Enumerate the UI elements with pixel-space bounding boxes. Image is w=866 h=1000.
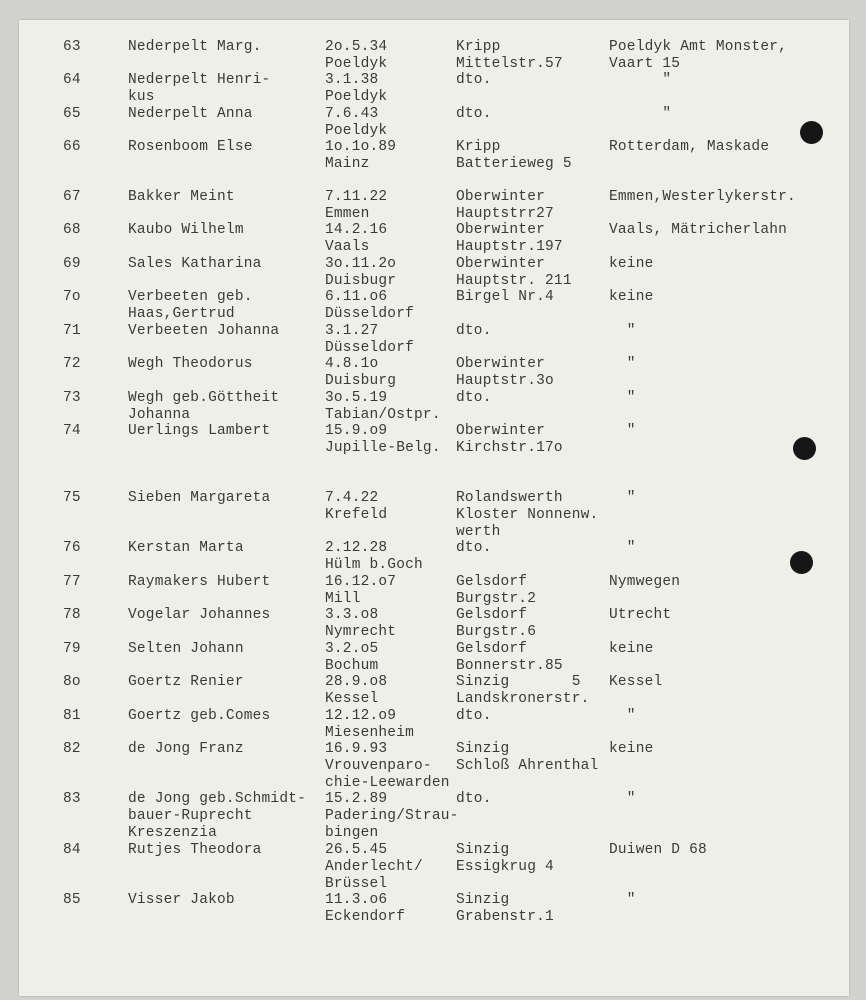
birth-date-place: 7.6.43 Poeldyk [325, 106, 388, 139]
address: Gelsdorf Burgstr.2 [456, 574, 537, 607]
row-number: 79 [63, 641, 81, 657]
address: Sinzig 5 Landskronerstr. [456, 674, 590, 707]
birth-date-place: 2o.5.34 Poeldyk [325, 39, 388, 72]
address: dto. [456, 106, 492, 122]
address: Oberwinter Hauptstrr27 [456, 189, 554, 222]
person-name: Kaubo Wilhelm [128, 222, 244, 238]
address: Gelsdorf Burgstr.6 [456, 607, 537, 640]
row-number: 67 [63, 189, 81, 205]
destination: " [609, 540, 636, 556]
birth-date-place: 1o.1o.89 Mainz [325, 139, 397, 172]
row-number: 8o [63, 674, 81, 690]
person-name: Vogelar Johannes [128, 607, 271, 623]
person-name: Bakker Meint [128, 189, 235, 205]
person-name: Verbeeten geb. Haas,Gertrud [128, 289, 253, 322]
row-number: 66 [63, 139, 81, 155]
destination: Rotterdam, Maskade [609, 139, 770, 155]
address: Oberwinter Hauptstr.3o [456, 356, 554, 389]
address: Kripp Mittelstr.57 [456, 39, 563, 72]
address: dto. [456, 791, 492, 807]
address: Sinzig Essigkrug 4 [456, 842, 554, 875]
destination: keine [609, 741, 654, 757]
destination: " [609, 356, 636, 372]
birth-date-place: 3.2.o5 Bochum [325, 641, 379, 674]
row-number: 81 [63, 708, 81, 724]
person-name: de Jong geb.Schmidt- bauer-Ruprecht Kreszenzia [128, 791, 307, 841]
person-name: Goertz Renier [128, 674, 244, 690]
person-name: Nederpelt Marg. [128, 39, 262, 55]
address: Birgel Nr.4 [456, 289, 554, 305]
destination: " [609, 106, 672, 122]
person-name: Sieben Margareta [128, 490, 271, 506]
row-number: 82 [63, 741, 81, 757]
birth-date-place: 26.5.45 Anderlecht/ Brüssel [325, 842, 423, 892]
row-number: 73 [63, 390, 81, 406]
address: dto. [456, 390, 492, 406]
birth-date-place: 3o.5.19 Tabian/Ostpr. [325, 390, 441, 423]
destination: Utrecht [609, 607, 672, 623]
person-name: Visser Jakob [128, 892, 235, 908]
destination: Emmen,Westerlykerstr. [609, 189, 796, 205]
row-number: 77 [63, 574, 81, 590]
person-name: Raymakers Hubert [128, 574, 271, 590]
row-number: 63 [63, 39, 81, 55]
address: dto. [456, 708, 492, 724]
person-name: Rutjes Theodora [128, 842, 262, 858]
destination: " [609, 490, 636, 506]
address: Oberwinter Hauptstr. 211 [456, 256, 572, 289]
row-number: 65 [63, 106, 81, 122]
person-name: Wegh Theodorus [128, 356, 253, 372]
destination: keine [609, 256, 654, 272]
address: Sinzig Schloß Ahrenthal [456, 741, 599, 774]
person-name: Verbeeten Johanna [128, 323, 280, 339]
row-number: 69 [63, 256, 81, 272]
birth-date-place: 3.3.o8 Nymrecht [325, 607, 397, 640]
destination: " [609, 423, 636, 439]
destination: " [609, 708, 636, 724]
birth-date-place: 3.1.38 Poeldyk [325, 72, 388, 105]
address: Oberwinter Kirchstr.17o [456, 423, 563, 456]
birth-date-place: 14.2.16 Vaals [325, 222, 388, 255]
document-page [19, 20, 849, 996]
birth-date-place: 28.9.o8 Kessel [325, 674, 388, 707]
row-number: 84 [63, 842, 81, 858]
person-name: Wegh geb.Göttheit Johanna [128, 390, 280, 423]
row-number: 74 [63, 423, 81, 439]
address: Kripp Batterieweg 5 [456, 139, 572, 172]
person-name: Rosenboom Else [128, 139, 253, 155]
address: Gelsdorf Bonnerstr.85 [456, 641, 563, 674]
birth-date-place: 6.11.o6 Düsseldorf [325, 289, 415, 322]
destination: Vaals, Mätricherlahn [609, 222, 788, 238]
birth-date-place: 16.12.o7 Mill [325, 574, 397, 607]
birth-date-place: 11.3.o6 Eckendorf [325, 892, 406, 925]
birth-date-place: 4.8.1o Duisburg [325, 356, 397, 389]
destination: " [609, 892, 636, 908]
row-number: 76 [63, 540, 81, 556]
row-number: 64 [63, 72, 81, 88]
row-number: 78 [63, 607, 81, 623]
row-number: 68 [63, 222, 81, 238]
register-table [19, 20, 849, 996]
row-number: 71 [63, 323, 81, 339]
row-number: 7o [63, 289, 81, 305]
person-name: Sales Katharina [128, 256, 262, 272]
destination: " [609, 323, 636, 339]
birth-date-place: 12.12.o9 Miesenheim [325, 708, 415, 741]
birth-date-place: 16.9.93 Vrouvenparo- chie-Leewarden [325, 741, 450, 791]
person-name: de Jong Franz [128, 741, 244, 757]
birth-date-place: 3.1.27 Düsseldorf [325, 323, 415, 356]
birth-date-place: 7.11.22 Emmen [325, 189, 388, 222]
birth-date-place: 15.9.o9 Jupille-Belg. [325, 423, 441, 456]
destination: " [609, 791, 636, 807]
destination: Poeldyk Amt Monster, Vaart 15 [609, 39, 788, 72]
birth-date-place: 15.2.89 Padering/Strau- bingen [325, 791, 459, 841]
address: Oberwinter Hauptstr.197 [456, 222, 563, 255]
birth-date-place: 3o.11.2o Duisbugr [325, 256, 397, 289]
address: dto. [456, 323, 492, 339]
destination: " [609, 390, 636, 406]
birth-date-place: 7.4.22 Krefeld [325, 490, 388, 523]
person-name: Uerlings Lambert [128, 423, 271, 439]
row-number: 72 [63, 356, 81, 372]
row-number: 75 [63, 490, 81, 506]
destination: Kessel [609, 674, 663, 690]
address: dto. [456, 72, 492, 88]
row-number: 85 [63, 892, 81, 908]
address: Sinzig Grabenstr.1 [456, 892, 554, 925]
address: Rolandswerth Kloster Nonnenw. werth [456, 490, 599, 540]
person-name: Goertz geb.Comes [128, 708, 271, 724]
destination: keine [609, 289, 654, 305]
person-name: Nederpelt Anna [128, 106, 253, 122]
destination: Duiwen D 68 [609, 842, 707, 858]
destination: " [609, 72, 672, 88]
person-name: Kerstan Marta [128, 540, 244, 556]
address: dto. [456, 540, 492, 556]
row-number: 83 [63, 791, 81, 807]
birth-date-place: 2.12.28 Hülm b.Goch [325, 540, 423, 573]
person-name: Nederpelt Henri- kus [128, 72, 271, 105]
person-name: Selten Johann [128, 641, 244, 657]
destination: Nymwegen [609, 574, 681, 590]
destination: keine [609, 641, 654, 657]
